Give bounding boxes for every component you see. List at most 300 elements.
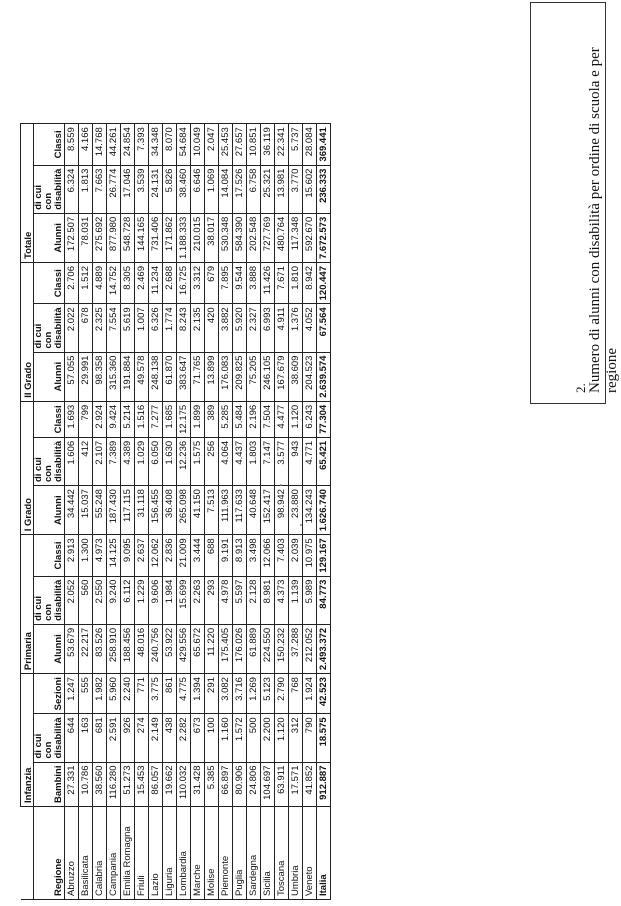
value-cell: 926	[120, 714, 134, 762]
value-cell: 3.770	[288, 165, 302, 213]
value-cell: 110.032	[176, 762, 190, 806]
value-cell: 61.870	[162, 352, 176, 401]
value-cell: 3.539	[134, 165, 148, 213]
table-row	[288, 124, 302, 900]
table-body	[64, 124, 330, 900]
value-cell: 134.243	[302, 486, 316, 535]
value-cell: 771	[134, 674, 148, 714]
value-cell: 555	[78, 674, 92, 714]
value-cell: 65.421	[316, 437, 330, 485]
value-cell: 54.684	[176, 124, 190, 165]
value-cell: 560	[78, 576, 92, 624]
table-row	[218, 124, 232, 900]
value-cell: 10.049	[190, 124, 204, 165]
value-cell: 83.526	[92, 624, 106, 673]
table-row	[232, 124, 246, 900]
value-cell: 4.052	[302, 304, 316, 352]
value-cell: 4.889	[92, 263, 106, 304]
table-row	[92, 124, 106, 900]
value-cell: 2.047	[204, 124, 218, 165]
value-cell: 275.692	[92, 213, 106, 262]
value-cell: 7.513	[204, 486, 218, 535]
value-cell: 10.975	[302, 535, 316, 576]
value-cell: 3.716	[232, 674, 246, 714]
scan-speck	[300, 524, 302, 526]
value-cell: 12.062	[148, 535, 162, 576]
value-cell: 1.120	[274, 714, 288, 762]
value-cell: 727.769	[260, 213, 274, 262]
value-cell: 175.405	[218, 624, 232, 673]
value-cell: 12.236	[176, 437, 190, 485]
value-cell: 265.098	[176, 486, 190, 535]
value-cell: 4.978	[218, 576, 232, 624]
value-cell: 258.910	[106, 624, 120, 673]
value-cell: 3.888	[246, 263, 260, 304]
value-cell: 117.115	[120, 486, 134, 535]
value-cell: 293	[204, 576, 218, 624]
value-cell: 1.516	[134, 401, 148, 437]
table-row	[106, 124, 120, 900]
value-cell: 5.123	[260, 674, 274, 714]
value-cell: 1.685	[162, 401, 176, 437]
value-cell: 187.430	[106, 486, 120, 535]
value-cell: 530.348	[218, 213, 232, 262]
value-cell: 6.993	[260, 304, 274, 352]
table-row	[190, 124, 204, 900]
value-cell: 28.084	[302, 124, 316, 165]
value-cell: 25.321	[260, 165, 274, 213]
value-cell: 2.263	[190, 576, 204, 624]
region-cell: Lombardia	[176, 807, 190, 900]
value-cell: 24.854	[120, 124, 134, 165]
value-cell: 6.112	[120, 576, 134, 624]
value-cell: 117.633	[232, 486, 246, 535]
value-cell: 2.196	[246, 401, 260, 437]
value-cell: 2.706	[64, 263, 78, 304]
value-cell: 37.288	[288, 624, 302, 673]
value-cell: 1.007	[134, 304, 148, 352]
region-cell: Calabria	[92, 807, 106, 900]
value-cell: 731.406	[148, 213, 162, 262]
region-cell: Sicilia	[260, 807, 274, 900]
value-cell: 49.578	[134, 352, 148, 401]
value-cell: 14.768	[92, 124, 106, 165]
value-cell: 40.648	[246, 486, 260, 535]
value-cell: 4.166	[78, 124, 92, 165]
col-header-regione: Regione	[34, 807, 65, 900]
value-cell: 412	[78, 437, 92, 485]
table-row	[176, 124, 190, 900]
value-cell: 2.591	[106, 714, 120, 762]
value-cell: 548.728	[120, 213, 134, 262]
value-cell: 3.775	[148, 674, 162, 714]
value-cell: 1.139	[288, 576, 302, 624]
value-cell: 8.305	[120, 263, 134, 304]
scan-speck	[280, 484, 282, 486]
value-cell: 1.188.333	[176, 213, 190, 262]
value-cell: 63.911	[274, 762, 288, 806]
value-cell: 209.825	[232, 352, 246, 401]
value-cell: 2.924	[92, 401, 106, 437]
value-cell: 6.050	[148, 437, 162, 485]
value-cell: 5.285	[218, 401, 232, 437]
value-cell: 15.699	[176, 576, 190, 624]
value-cell: 678	[78, 304, 92, 352]
value-cell: 44.261	[106, 124, 120, 165]
value-cell: 2.022	[64, 304, 78, 352]
value-cell: 24.131	[148, 165, 162, 213]
region-cell: Piemonte	[218, 807, 232, 900]
data-table	[20, 123, 331, 900]
value-cell: 38.560	[92, 762, 106, 806]
value-cell: 111.963	[218, 486, 232, 535]
total-row	[316, 124, 330, 900]
col-header-disabilita: di cui con disabilità	[34, 576, 65, 624]
value-cell: 41.852	[302, 762, 316, 806]
value-cell: 19.662	[162, 762, 176, 806]
value-cell: 3.312	[190, 263, 204, 304]
group-header-ii-grado: II Grado	[21, 263, 34, 402]
value-cell: 53.679	[64, 624, 78, 673]
value-cell: 2.240	[120, 674, 134, 714]
value-cell: 7.554	[106, 304, 120, 352]
value-cell: 65.672	[190, 624, 204, 673]
region-cell: Molise	[204, 807, 218, 900]
value-cell: 2.550	[92, 576, 106, 624]
value-cell: 53.922	[162, 624, 176, 673]
value-cell: 75.205	[246, 352, 260, 401]
value-cell: 24.806	[246, 762, 260, 806]
value-cell: 104.697	[260, 762, 274, 806]
value-cell: 768	[288, 674, 302, 714]
value-cell: 31.428	[190, 762, 204, 806]
value-cell: 1.630	[162, 437, 176, 485]
value-cell: 420	[204, 304, 218, 352]
value-cell: 191.884	[120, 352, 134, 401]
col-header-disabilita: di cui con disabilità	[34, 437, 65, 485]
value-cell: 4.771	[302, 437, 316, 485]
value-cell: 256	[204, 437, 218, 485]
value-cell: 8.070	[162, 124, 176, 165]
col-header-disabilita: di cui con disabilità	[34, 714, 65, 762]
value-cell: 1.512	[78, 263, 92, 304]
value-cell: 9.240	[106, 576, 120, 624]
value-cell: 9.191	[218, 535, 232, 576]
caption-number: 2.	[573, 383, 588, 393]
value-cell: 156.455	[148, 486, 162, 535]
region-cell: Toscana	[274, 807, 288, 900]
value-cell: 1.606	[64, 437, 78, 485]
value-cell: 912.887	[316, 762, 330, 806]
column-header-row	[34, 124, 65, 900]
value-cell: 120.447	[316, 263, 330, 304]
value-cell: 7.672.573	[316, 213, 330, 262]
value-cell: 188.456	[120, 624, 134, 673]
value-cell: 17.571	[288, 762, 302, 806]
value-cell: 84.773	[316, 576, 330, 624]
value-cell: 98.942	[274, 486, 288, 535]
value-cell: 5.989	[302, 576, 316, 624]
value-cell: 1.300	[78, 535, 92, 576]
value-cell: 7.389	[106, 437, 120, 485]
region-cell: Liguria	[162, 807, 176, 900]
value-cell: 11.426	[260, 263, 274, 304]
value-cell: 14.084	[218, 165, 232, 213]
value-cell: 86.057	[148, 762, 162, 806]
value-cell: 36.119	[260, 124, 274, 165]
value-cell: 150.232	[274, 624, 288, 673]
value-cell: 1.982	[92, 674, 106, 714]
value-cell: 6.326	[148, 304, 162, 352]
value-cell: 4.477	[274, 401, 288, 437]
value-cell: 11.220	[204, 624, 218, 673]
value-cell: 2.469	[134, 263, 148, 304]
value-cell: 2.039	[288, 535, 302, 576]
value-cell: 7.403	[274, 535, 288, 576]
caption-box	[530, 2, 620, 404]
value-cell: 1.626.740	[316, 486, 330, 535]
value-cell: 2.325	[92, 304, 106, 352]
value-cell: 27.331	[64, 762, 78, 806]
value-cell: 22.341	[274, 124, 288, 165]
table-row	[302, 124, 316, 900]
group-header-i-grado: I Grado	[21, 401, 34, 535]
value-cell: 1.394	[190, 674, 204, 714]
col-header-classi: Classi	[34, 535, 65, 576]
table-row	[64, 124, 78, 900]
value-cell: 7.663	[92, 165, 106, 213]
value-cell: 3.082	[218, 674, 232, 714]
value-cell: 57.055	[64, 352, 78, 401]
value-cell: 9.424	[106, 401, 120, 437]
value-cell: 12.066	[260, 535, 274, 576]
value-cell: 6.758	[246, 165, 260, 213]
region-cell: Sardegna	[246, 807, 260, 900]
col-header-disabilita: di cui con disabilità	[34, 304, 65, 352]
value-cell: 14.752	[106, 263, 120, 304]
value-cell: 1.160	[218, 714, 232, 762]
value-cell: 480.764	[274, 213, 288, 262]
value-cell: 15.602	[302, 165, 316, 213]
value-cell: 212.052	[302, 624, 316, 673]
value-cell: 1.120	[288, 401, 302, 437]
value-cell: 644	[64, 714, 78, 762]
table-row	[148, 124, 162, 900]
value-cell: 2.282	[176, 714, 190, 762]
value-cell: 2.639.574	[316, 352, 330, 401]
region-cell: Italia	[316, 807, 330, 900]
value-cell: 78.031	[78, 213, 92, 262]
value-cell: 236.333	[316, 165, 330, 213]
region-cell: Puglia	[232, 807, 246, 900]
value-cell: 389	[204, 401, 218, 437]
value-cell: 4.775	[176, 674, 190, 714]
value-cell: 1.247	[64, 674, 78, 714]
value-cell: 429.556	[176, 624, 190, 673]
col-header-alunni: Alunni	[34, 486, 65, 535]
value-cell: 1.810	[288, 263, 302, 304]
value-cell: 152.417	[260, 486, 274, 535]
value-cell: 500	[246, 714, 260, 762]
value-cell: 790	[302, 714, 316, 762]
value-cell: 1.924	[302, 674, 316, 714]
value-cell: 18.575	[316, 714, 330, 762]
value-cell: 312	[288, 714, 302, 762]
value-cell: 7.895	[218, 263, 232, 304]
value-cell: 1.575	[190, 437, 204, 485]
value-cell: 274	[134, 714, 148, 762]
value-cell: 9.095	[120, 535, 134, 576]
value-cell: 2.128	[246, 576, 260, 624]
value-cell: 22.217	[78, 624, 92, 673]
value-cell: 2.913	[64, 535, 78, 576]
value-cell: 31.118	[134, 486, 148, 535]
value-cell: 592.670	[302, 213, 316, 262]
value-cell: 2.052	[64, 576, 78, 624]
value-cell: 15.453	[134, 762, 148, 806]
value-cell: 6.646	[190, 165, 204, 213]
value-cell: 171.862	[162, 213, 176, 262]
value-cell: 3.498	[246, 535, 260, 576]
value-cell: 202.548	[246, 213, 260, 262]
value-cell: 11.234	[148, 263, 162, 304]
value-cell: 673	[190, 714, 204, 762]
value-cell: 7.147	[260, 437, 274, 485]
col-header-sezioni: Sezioni	[34, 674, 65, 714]
region-cell: Campania	[106, 807, 120, 900]
value-cell: 799	[78, 401, 92, 437]
value-cell: 2.107	[92, 437, 106, 485]
value-cell: 291	[204, 674, 218, 714]
value-cell: 8.243	[176, 304, 190, 352]
value-cell: 27.657	[232, 124, 246, 165]
value-cell: 7.671	[274, 263, 288, 304]
region-cell: Umbria	[288, 807, 302, 900]
value-cell: 9.606	[148, 576, 162, 624]
table-row	[274, 124, 288, 900]
value-cell: 34.442	[64, 486, 78, 535]
group-header-infanzia: Infanzia	[21, 674, 34, 807]
value-cell: 6.243	[302, 401, 316, 437]
value-cell: 116.280	[106, 762, 120, 806]
value-cell: 13.899	[204, 352, 218, 401]
col-header-alunni: Alunni	[34, 213, 65, 262]
value-cell: 5.597	[232, 576, 246, 624]
col-header-classi: Classi	[34, 263, 65, 304]
table-row	[246, 124, 260, 900]
value-cell: 51.273	[120, 762, 134, 806]
value-cell: 1.069	[204, 165, 218, 213]
value-cell: 2.790	[274, 674, 288, 714]
value-cell: 1.774	[162, 304, 176, 352]
value-cell: 176.083	[218, 352, 232, 401]
value-cell: 3.882	[218, 304, 232, 352]
value-cell: 17.526	[232, 165, 246, 213]
value-cell: 2.688	[162, 263, 176, 304]
value-cell: 9.544	[232, 263, 246, 304]
value-cell: 4.973	[92, 535, 106, 576]
table-row	[78, 124, 92, 900]
value-cell: 129.167	[316, 535, 330, 576]
region-cell: Marche	[190, 807, 204, 900]
value-cell: 2.149	[148, 714, 162, 762]
value-cell: 23.880	[288, 486, 302, 535]
value-cell: 3.577	[274, 437, 288, 485]
value-cell: 8.942	[302, 263, 316, 304]
value-cell: 4.437	[232, 437, 246, 485]
value-cell: 5.920	[232, 304, 246, 352]
value-cell: 1.029	[134, 437, 148, 485]
value-cell: 8.913	[232, 535, 246, 576]
value-cell: 21.009	[176, 535, 190, 576]
value-cell: 2.327	[246, 304, 260, 352]
group-header-row	[21, 124, 34, 900]
value-cell: 679	[204, 263, 218, 304]
value-cell: 5.737	[288, 124, 302, 165]
value-cell: 1.803	[246, 437, 260, 485]
value-cell: 240.756	[148, 624, 162, 673]
value-cell: 66.897	[218, 762, 232, 806]
value-cell: 1.229	[134, 576, 148, 624]
value-cell: 1.693	[64, 401, 78, 437]
region-cell: Emilia Romagna	[120, 807, 134, 900]
value-cell: 77.304	[316, 401, 330, 437]
value-cell: 3.444	[190, 535, 204, 576]
value-cell: 163	[78, 714, 92, 762]
value-cell: 1.269	[246, 674, 260, 714]
value-cell: 1.899	[190, 401, 204, 437]
value-cell: 7.504	[260, 401, 274, 437]
col-header-disabilita: di cui con disabilità	[34, 165, 65, 213]
region-cell: Friuli	[134, 807, 148, 900]
value-cell: 5.826	[162, 165, 176, 213]
value-cell: 41.150	[190, 486, 204, 535]
value-cell: 5.960	[106, 674, 120, 714]
value-cell: 98.358	[92, 352, 106, 401]
value-cell: 38.017	[204, 213, 218, 262]
value-cell: 10.851	[246, 124, 260, 165]
value-cell: 5.214	[120, 401, 134, 437]
group-header-primaria: Primaria	[21, 535, 34, 674]
value-cell: 369.441	[316, 124, 330, 165]
value-cell: 315.360	[106, 352, 120, 401]
region-cell: Veneto	[302, 807, 316, 900]
value-cell: 4.373	[274, 576, 288, 624]
value-cell: 246.105	[260, 352, 274, 401]
group-header-totale: Totale	[21, 124, 34, 263]
value-cell: 61.889	[246, 624, 260, 673]
value-cell: 438	[162, 714, 176, 762]
value-cell: 8.559	[64, 124, 78, 165]
value-cell: 144.165	[134, 213, 148, 262]
value-cell: 2.200	[260, 714, 274, 762]
value-cell: 172.507	[64, 213, 78, 262]
value-cell: 13.981	[274, 165, 288, 213]
value-cell: 14.125	[106, 535, 120, 576]
value-cell: 2.135	[190, 304, 204, 352]
value-cell: 681	[92, 714, 106, 762]
value-cell: 7.393	[134, 124, 148, 165]
value-cell: 42.523	[316, 674, 330, 714]
table-row	[120, 124, 134, 900]
value-cell: 25.453	[218, 124, 232, 165]
value-cell: 210.015	[190, 213, 204, 262]
value-cell: 5.619	[120, 304, 134, 352]
value-cell: 2.493.372	[316, 624, 330, 673]
region-cell: Abruzzo	[64, 807, 78, 900]
caption-text: Numero di alunni con disabilità per ordine di scuola e per regione	[587, 47, 620, 393]
value-cell: 38.609	[288, 352, 302, 401]
